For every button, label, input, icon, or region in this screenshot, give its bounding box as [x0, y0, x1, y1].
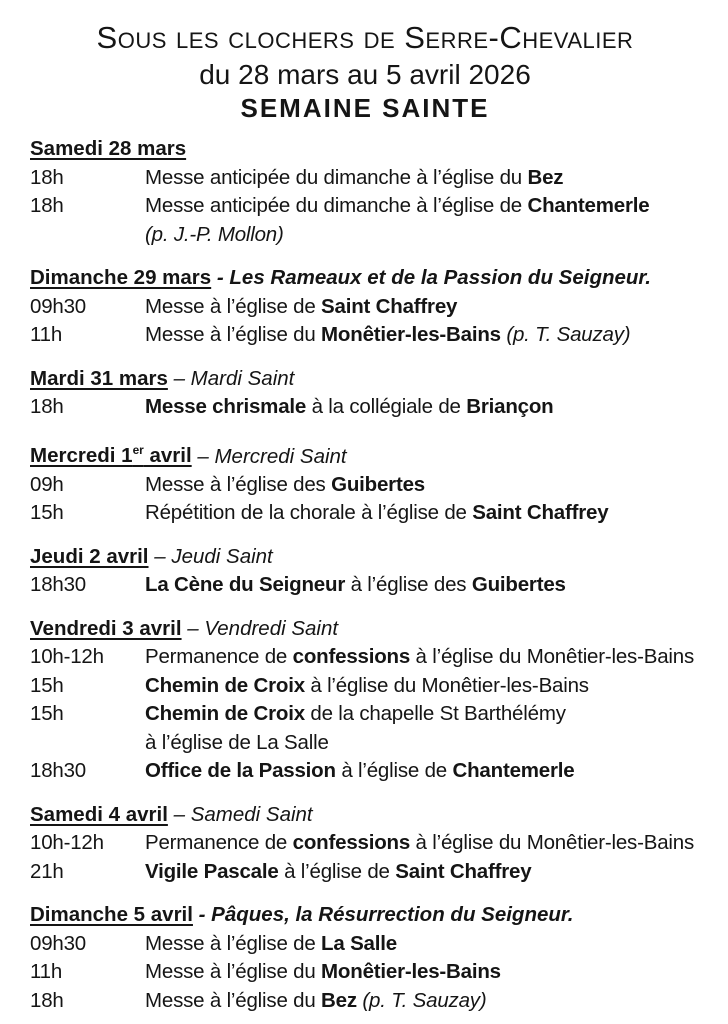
text-segment: Messe anticipée du dimanche à l’église du	[145, 165, 528, 189]
text-segment: à l’église des	[345, 573, 472, 597]
day-heading	[30, 135, 700, 164]
event-line	[145, 643, 700, 672]
event-description	[145, 672, 700, 701]
text-segment: Dimanche 29 mars	[30, 266, 212, 289]
event-time: 10h-12h	[30, 645, 104, 669]
event-row	[30, 700, 700, 757]
date-range: du 28 mars au 5 avril 2026	[199, 59, 531, 90]
event-row	[30, 757, 700, 786]
event-time: 18h	[30, 165, 64, 189]
event-description	[145, 958, 700, 987]
text-segment: Briançon	[466, 395, 554, 418]
event-time: 15h	[30, 702, 64, 726]
text-segment: Guibertes	[471, 573, 566, 597]
day-title	[30, 444, 192, 467]
day-heading	[30, 801, 700, 830]
day-note: Les Rameaux et de la Passion du Seigneur.	[229, 266, 651, 289]
text-segment: Messe à l’église des	[145, 472, 332, 496]
text-segment: (p. T. Sauzay)	[362, 988, 487, 1012]
event-description	[145, 471, 700, 500]
day-section	[30, 901, 700, 1015]
text-segment: confessions	[292, 645, 411, 669]
text-segment: Mardi 31 mars	[30, 366, 168, 390]
event-row	[30, 499, 700, 528]
text-segment: à l’église du Monêtier-les-Bains	[410, 645, 695, 669]
text-segment: Messe à l’église de	[145, 931, 322, 955]
text-segment: Bez	[321, 988, 357, 1012]
event-description	[145, 930, 700, 959]
text-segment: à l’église de La Salle	[145, 730, 329, 754]
event-line	[145, 672, 700, 701]
dash-separator: –	[148, 544, 172, 568]
text-segment: Monêtier-les-Bains	[321, 323, 501, 346]
event-description	[145, 164, 700, 193]
event-time: 09h	[30, 472, 64, 496]
day-heading	[30, 615, 700, 644]
event-line	[145, 499, 700, 528]
event-row	[30, 321, 700, 350]
day-note: Mercredi Saint	[214, 444, 347, 468]
text-segment: Jeudi 2 avril	[30, 544, 149, 568]
event-description	[145, 321, 700, 350]
text-segment: Messe à l’église de	[145, 294, 322, 318]
dash-separator: –	[191, 444, 215, 468]
event-row	[30, 192, 700, 249]
text-segment: Saint Chaffrey	[472, 501, 609, 525]
event-description	[145, 192, 700, 249]
event-row	[30, 858, 700, 887]
text-segment: La Salle	[321, 931, 397, 955]
text-segment: Permanence de	[145, 831, 293, 855]
event-row	[30, 643, 700, 672]
week-heading: SEMAINE SAINTE	[240, 93, 490, 123]
text-segment: de la chapelle St Barthélémy	[304, 702, 566, 726]
day-section	[30, 615, 700, 786]
dash-separator: –	[167, 366, 191, 390]
event-time: 11h	[30, 323, 63, 346]
event-line	[145, 757, 700, 786]
event-time: 18h30	[30, 573, 87, 597]
day-title	[30, 137, 186, 160]
text-segment: Messe à l’église du	[145, 960, 322, 984]
day-note: Mardi Saint	[190, 366, 295, 390]
event-line	[145, 958, 700, 987]
day-note: Jeudi Saint	[171, 544, 273, 568]
text-segment: à l’église de	[335, 759, 453, 783]
day-title	[30, 545, 149, 568]
event-time: 18h30	[30, 759, 87, 783]
event-time: 18h	[30, 395, 64, 418]
text-segment: Mercredi 1	[30, 444, 133, 468]
event-line	[145, 164, 700, 193]
day-section	[30, 437, 700, 528]
text-segment: Office de la Passion	[145, 759, 336, 783]
text-segment: Dimanche 5 avril	[30, 903, 193, 927]
text-segment: Monêtier-les-Bains	[321, 960, 501, 984]
event-time: 18h	[30, 194, 64, 217]
event-description	[145, 499, 700, 528]
event-time: 15h	[30, 501, 64, 525]
event-row	[30, 672, 700, 701]
text-segment: Chemin de Croix	[145, 702, 305, 726]
text-segment: Saint Chaffrey	[395, 859, 532, 883]
event-time: 09h30	[30, 931, 87, 955]
event-row	[30, 829, 700, 858]
event-description	[145, 757, 700, 786]
day-title	[30, 367, 168, 390]
day-heading	[30, 365, 700, 394]
text-segment: Chantemerle	[452, 759, 575, 783]
event-line	[145, 829, 700, 858]
text-segment: Saint Chaffrey	[321, 294, 458, 318]
day-title	[30, 266, 211, 289]
text-segment: à l’église du Monêtier-les-Bains	[304, 673, 589, 697]
event-time: 15h	[30, 673, 64, 697]
text-segment: Vendredi 3 avril	[30, 616, 182, 640]
event-row	[30, 164, 700, 193]
event-description	[145, 858, 700, 887]
event-line	[145, 700, 700, 729]
schedule	[30, 135, 700, 1015]
day-section	[30, 365, 700, 422]
day-note: Pâques, la Résurrection du Seigneur.	[211, 903, 574, 927]
document-title: Sous les clochers de Serre-Chevalier	[96, 20, 634, 55]
day-heading	[30, 264, 700, 293]
text-segment: Répétition de la chorale à l’église de	[145, 501, 473, 525]
event-time: 18h	[30, 988, 64, 1012]
day-note: Samedi Saint	[190, 802, 313, 826]
day-heading	[30, 437, 700, 471]
event-line	[145, 571, 700, 600]
day-title	[30, 803, 168, 826]
text-segment: à l’église du Monêtier-les-Bains	[410, 831, 695, 855]
day-note: Vendredi Saint	[204, 616, 339, 640]
event-description	[145, 571, 700, 600]
event-line	[145, 729, 700, 758]
text-segment: (p. J.-P. Mollon)	[145, 222, 284, 246]
event-line	[145, 321, 700, 350]
event-line	[145, 393, 700, 422]
event-line	[145, 221, 700, 250]
day-section	[30, 801, 700, 887]
text-segment: à la collégiale de	[306, 395, 467, 418]
text-segment: Messe chrismale	[145, 395, 307, 418]
text-segment: Chemin de Croix	[145, 673, 305, 697]
dash-separator: -	[192, 903, 212, 927]
event-description	[145, 293, 700, 322]
text-segment: Messe à l’église du	[145, 988, 322, 1012]
day-section	[30, 543, 700, 600]
dash-separator: –	[181, 616, 205, 640]
text-segment: er	[132, 443, 144, 458]
day-heading	[30, 543, 700, 572]
text-segment: Bez	[527, 165, 564, 189]
event-time: 11h	[30, 960, 63, 984]
event-line	[145, 858, 700, 887]
event-row	[30, 293, 700, 322]
event-time: 09h30	[30, 294, 87, 318]
event-description	[145, 829, 700, 858]
event-row	[30, 393, 700, 422]
event-description	[145, 643, 700, 672]
event-row	[30, 571, 700, 600]
dash-separator: –	[167, 802, 191, 826]
event-time: 10h-12h	[30, 831, 104, 855]
text-segment: Samedi 4 avril	[30, 802, 168, 826]
day-section	[30, 264, 700, 350]
day-title	[30, 903, 193, 926]
event-line	[145, 930, 700, 959]
text-segment: Guibertes	[331, 472, 425, 496]
event-line	[145, 293, 700, 322]
event-description	[145, 987, 700, 1016]
text-segment: Samedi 28 mars	[30, 137, 187, 160]
text-segment: Vigile Pascale	[145, 859, 279, 883]
text-segment: Chantemerle	[527, 194, 650, 217]
text-segment: avril	[143, 444, 192, 468]
text-segment: La Cène du Seigneur	[145, 573, 346, 597]
text-segment: Permanence de	[145, 645, 293, 669]
event-row	[30, 987, 700, 1016]
event-description	[145, 393, 700, 422]
event-line	[145, 471, 700, 500]
event-line	[145, 987, 700, 1016]
event-time: 21h	[30, 859, 64, 883]
day-section	[30, 135, 700, 249]
event-row	[30, 958, 700, 987]
event-line	[145, 192, 700, 221]
text-segment: confessions	[292, 831, 411, 855]
text-segment: (p. T. Sauzay)	[506, 323, 631, 346]
event-description	[145, 700, 700, 757]
text-segment: Messe à l’église du	[145, 323, 322, 346]
event-row	[30, 471, 700, 500]
text-segment: Messe anticipée du dimanche à l’église de	[145, 194, 528, 217]
event-row	[30, 930, 700, 959]
day-title	[30, 617, 182, 640]
day-heading	[30, 901, 700, 930]
text-segment: à l’église de	[278, 859, 396, 883]
dash-separator: -	[211, 266, 230, 289]
